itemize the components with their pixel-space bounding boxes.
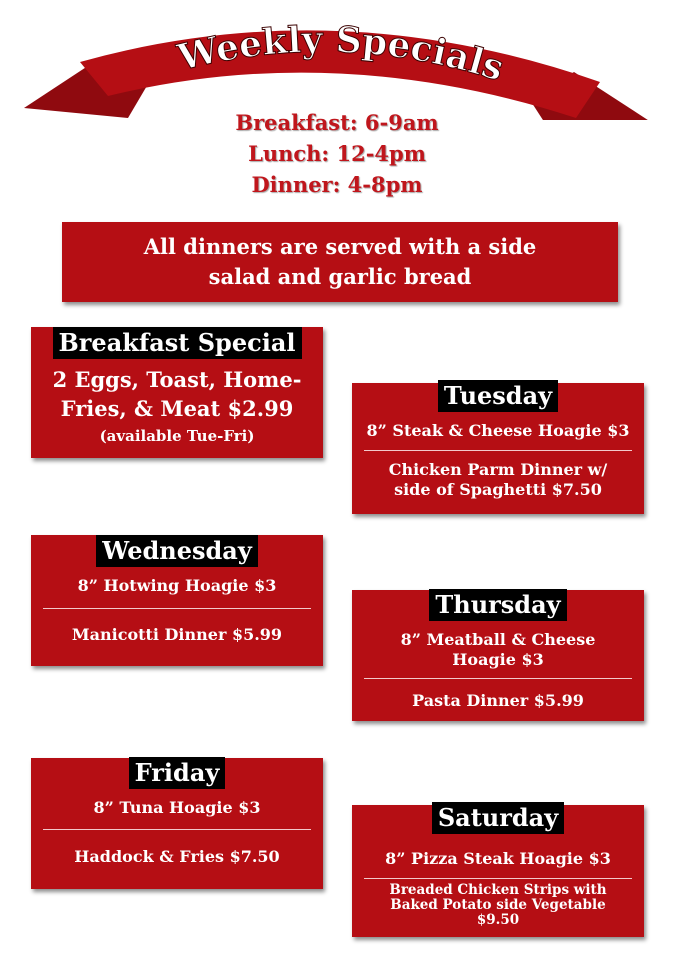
- friday-divider: [43, 829, 311, 830]
- banner-title: Weekly Specials: [173, 18, 509, 90]
- tuesday-title: Tuesday: [438, 380, 558, 412]
- wednesday-item-1: 8” Hotwing Hoagie $3: [77, 576, 277, 595]
- tuesday-item-2-line-1: Chicken Parm Dinner w/: [388, 460, 608, 479]
- breakfast-availability: (available Tue-Fri): [99, 427, 255, 445]
- thursday-card: [352, 590, 644, 721]
- saturday-divider: [364, 878, 632, 879]
- friday-item-1: 8” Tuna Hoagie $3: [93, 798, 261, 817]
- dinner-hours: Dinner: 4-8pm: [251, 172, 423, 197]
- tuesday-divider: [364, 450, 632, 451]
- thursday-divider: [364, 678, 632, 679]
- tuesday-card: [352, 383, 644, 514]
- saturday-title: Saturday: [432, 802, 564, 834]
- dinner-note-line-1: All dinners are served with a side: [143, 234, 537, 259]
- thursday-item-1-line-2: Hoagie $3: [452, 650, 544, 669]
- lunch-hours: Lunch: 12-4pm: [248, 141, 426, 166]
- wednesday-title: Wednesday: [96, 535, 258, 567]
- breakfast-special-card: [31, 327, 323, 458]
- dinner-note: [62, 222, 618, 302]
- breakfast-special-title: Breakfast Special: [53, 327, 302, 359]
- dinner-note-line-2: salad and garlic bread: [208, 264, 472, 289]
- breakfast-line-1: 2 Eggs, Toast, Home-: [52, 367, 302, 392]
- breakfast-hours: Breakfast: 6-9am: [235, 110, 439, 135]
- saturday-card: [352, 805, 644, 937]
- friday-title: Friday: [129, 757, 226, 789]
- weekly-specials-banner: [0, 0, 674, 120]
- saturday-item-2-line-3: $9.50: [476, 912, 520, 928]
- saturday-item-2-line-2: Baked Potato side Vegetable: [390, 897, 606, 913]
- hours-block: [0, 108, 674, 201]
- thursday-item-2: Pasta Dinner $5.99: [412, 691, 584, 710]
- wednesday-card: [31, 535, 323, 666]
- friday-card: [31, 758, 323, 889]
- tuesday-item-2-line-2: side of Spaghetti $7.50: [394, 480, 602, 499]
- saturday-item-2-line-1: Breaded Chicken Strips with: [389, 882, 607, 898]
- tuesday-item-1: 8” Steak & Cheese Hoagie $3: [366, 421, 630, 440]
- breakfast-line-2: Fries, & Meat $2.99: [60, 396, 294, 421]
- wednesday-divider: [43, 608, 311, 609]
- thursday-item-1-line-1: 8” Meatball & Cheese: [400, 630, 596, 649]
- friday-item-2: Haddock & Fries $7.50: [74, 847, 280, 866]
- wednesday-item-2: Manicotti Dinner $5.99: [71, 625, 283, 644]
- saturday-item-1: 8” Pizza Steak Hoagie $3: [385, 849, 611, 868]
- thursday-title: Thursday: [429, 589, 566, 621]
